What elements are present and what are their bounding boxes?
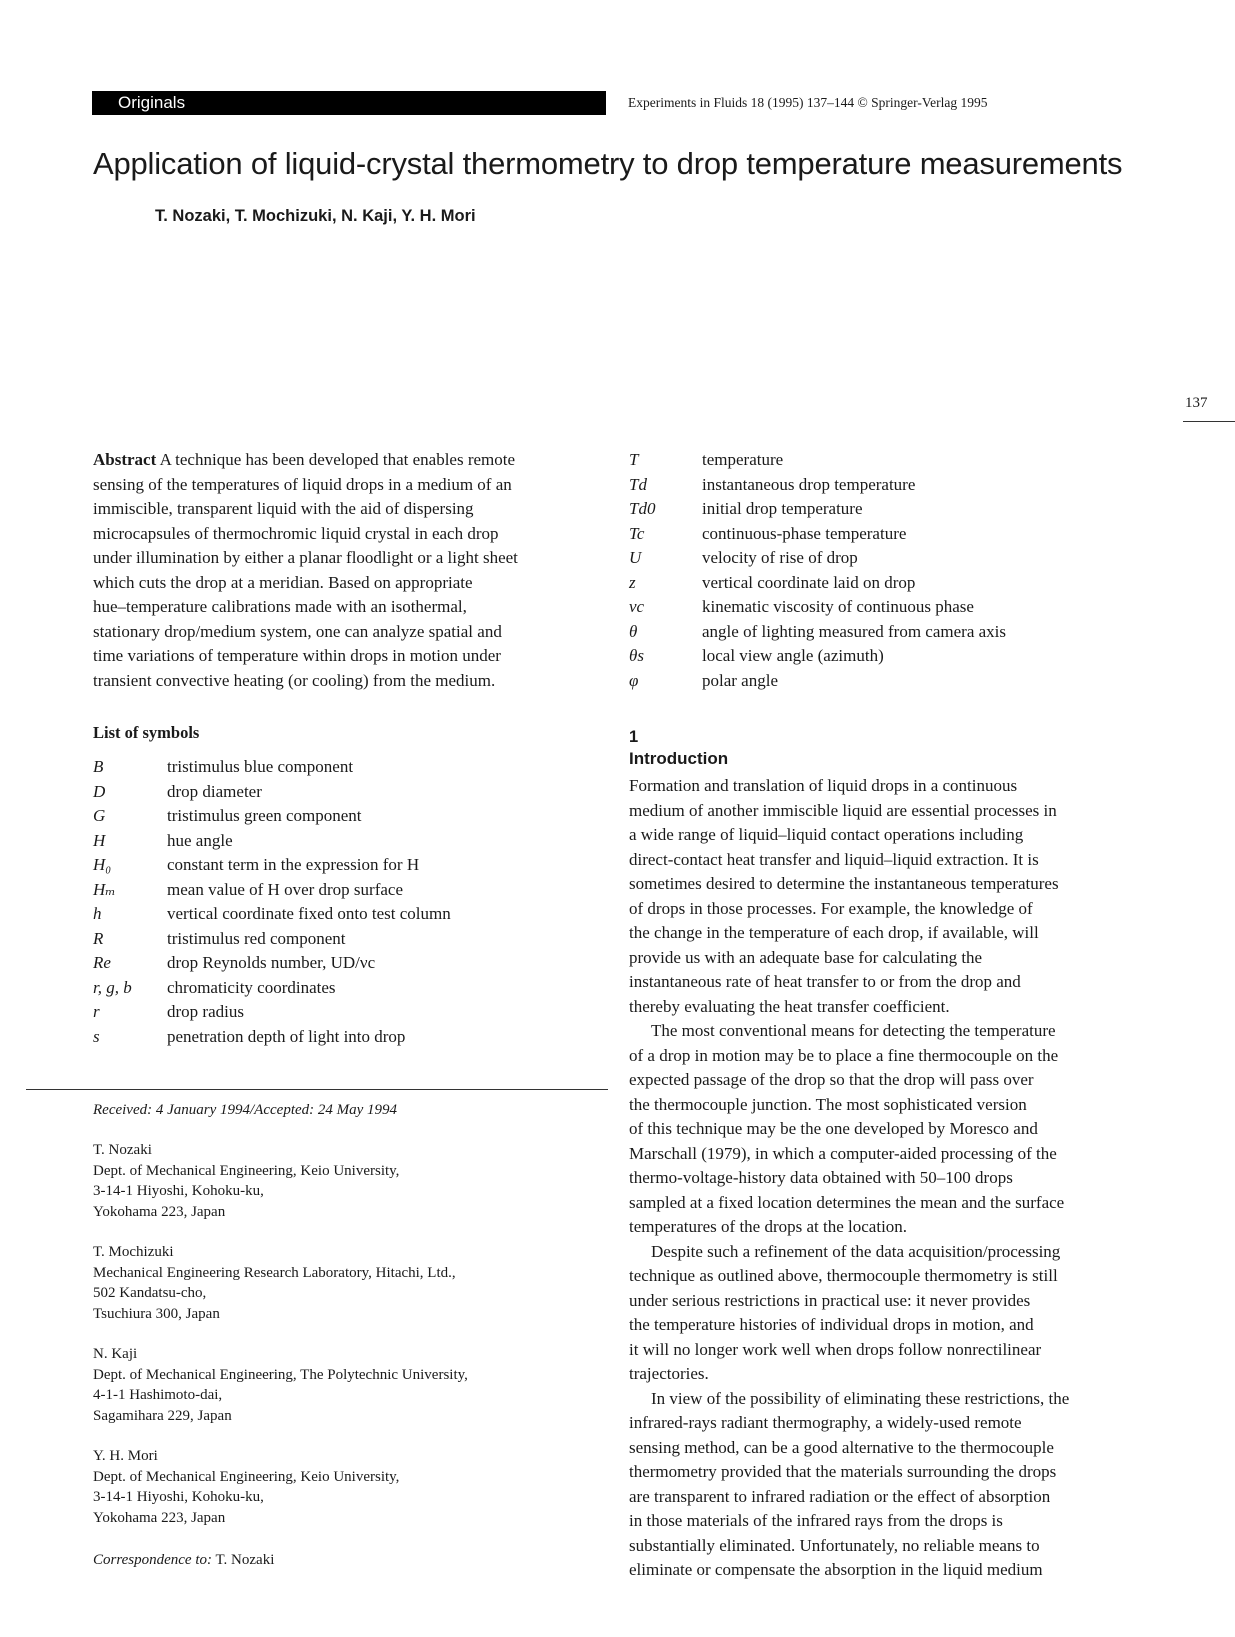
symbol-row — [629, 620, 1144, 645]
affiliation-name: N. Kaji — [93, 1346, 138, 1362]
abstract-text: A technique has been developed that enables remote — [156, 450, 516, 469]
symbol-description: drop radius — [167, 1002, 244, 1021]
symbol-row — [93, 951, 608, 976]
abstract-line: which cuts the drop at a meridian. Based on appropriate — [93, 572, 473, 592]
section-label: Originals — [92, 91, 606, 115]
symbol-row — [93, 804, 608, 829]
body-text-line: under serious restrictions in practical use: it never provides — [629, 1290, 1031, 1310]
body-text-line: direct-contact heat transfer and liquid–liquid extraction. It is — [629, 849, 1039, 869]
symbol-description: initial drop temperature — [702, 499, 863, 518]
symbol: H₀ — [93, 855, 112, 874]
symbol-description: vertical coordinate laid on drop — [702, 572, 916, 592]
abstract-line: microcapsules of thermochromic liquid crystal in each drop — [93, 523, 499, 543]
affiliation-address-line: Dept. of Mechanical Engineering, Keio University, — [93, 1468, 400, 1485]
symbol: Td0 — [629, 499, 656, 518]
received-dates: Received: 4 January 1994/Accepted: 24 May 1994 — [93, 1102, 398, 1118]
abstract-line — [93, 448, 608, 473]
symbol-description: chromaticity coordinates — [167, 977, 336, 997]
symbol: Re — [93, 953, 111, 972]
body-text-line: sensing method, can be a good alternative to the thermocouple — [629, 1437, 1054, 1457]
symbol: D — [93, 781, 106, 801]
affiliation-address-line: Sagamihara 229, Japan — [93, 1407, 232, 1424]
symbol-row — [629, 595, 1144, 620]
abstract-line: stationary drop/medium system, one can analyze spatial and — [93, 621, 502, 641]
article-title: Application of liquid-crystal thermometry to drop temperature measurements — [93, 146, 1123, 181]
body-text-line: the thermocouple junction. The most sophisticated version — [629, 1094, 1027, 1114]
introduction-body — [629, 774, 1144, 1583]
symbol: νc — [629, 597, 645, 616]
symbol-description: mean value of H over drop surface — [167, 879, 404, 899]
body-text-line: trajectories. — [629, 1364, 709, 1383]
journal-reference: Experiments in Fluids 18 (1995) 137–144 © Springer-Verlag 1995 — [628, 95, 988, 110]
body-text-line: the temperature histories of individual drops in motion, and — [629, 1315, 1034, 1334]
symbol: B — [93, 757, 104, 776]
affiliation-name: T. Mochizuki — [93, 1244, 174, 1260]
body-text-line: technique as outlined above, thermocouple thermometry is still — [629, 1266, 1058, 1285]
symbol-row — [93, 927, 608, 952]
symbol-description: continuous-phase temperature — [702, 523, 907, 543]
symbol: φ — [629, 670, 639, 690]
symbol-row — [629, 571, 1144, 596]
symbol-description: instantaneous drop temperature — [702, 474, 916, 494]
abstract-line: under illumination by either a planar floodlight or a light sheet — [93, 548, 518, 567]
introduction-section — [629, 726, 1144, 1583]
symbol-description: vertical coordinate fixed onto test column — [167, 904, 451, 923]
body-text-line: The most conventional means for detecting the temperature — [651, 1021, 1056, 1040]
symbol-row — [93, 976, 608, 1001]
page-number: 137 — [1185, 395, 1208, 411]
section-number: 1 — [629, 728, 639, 746]
affiliation-name: Y. H. Mori — [93, 1448, 158, 1464]
abstract-line: sensing of the temperatures of liquid drops in a medium of an — [93, 474, 512, 494]
affiliation — [93, 1140, 608, 1222]
affiliation-address-line: Yokohama 223, Japan — [93, 1203, 226, 1220]
body-text-line: the change in the temperature of each drop, if available, will — [629, 923, 1039, 942]
symbol-description: angle of lighting measured from camera axis — [702, 621, 1006, 641]
affiliation-address-line: 3-14-1 Hiyoshi, Kohoku-ku, — [93, 1489, 264, 1505]
body-text-line: Despite such a refinement of the data acquisition/processing — [651, 1241, 1061, 1261]
symbol-description: drop Reynolds number, UD/νc — [167, 953, 376, 972]
symbol-description: temperature — [702, 450, 784, 469]
symbol-description: polar angle — [702, 670, 778, 690]
symbol-row — [93, 902, 608, 927]
symbol-row — [629, 644, 1144, 669]
section-title: Introduction — [629, 749, 729, 768]
body-text-line: sometimes desired to determine the instantaneous temperatures — [629, 874, 1059, 893]
affiliation — [93, 1242, 608, 1324]
correspondence — [93, 1550, 608, 1570]
symbol-description: drop diameter — [167, 781, 262, 801]
affiliation-address-line: Tsuchiura 300, Japan — [93, 1305, 220, 1322]
symbol-description: velocity of rise of drop — [702, 548, 858, 567]
symbol-row — [93, 829, 608, 854]
symbol-description: hue angle — [167, 830, 233, 850]
body-text-line: sampled at a fixed location determines the mean and the surface — [629, 1192, 1065, 1212]
affiliation-address-line: 3-14-1 Hiyoshi, Kohoku-ku, — [93, 1183, 264, 1199]
right-column — [629, 448, 1144, 1583]
symbol: U — [629, 548, 642, 567]
symbol-list-right — [629, 448, 1144, 693]
body-text-line: eliminate or compensate the absorption in the liquid medium — [629, 1560, 1043, 1579]
symbol-row — [93, 780, 608, 805]
left-column — [93, 448, 608, 1570]
symbol-row — [93, 1000, 608, 1025]
affiliation-name: T. Nozaki — [93, 1142, 152, 1158]
affiliation-address-line: Mechanical Engineering Research Laboratory, Hitachi, Ltd., — [93, 1264, 456, 1281]
symbol-row — [629, 497, 1144, 522]
body-text-line: Formation and translation of liquid drops in a continuous — [629, 776, 1018, 795]
symbols-heading: List of symbols — [93, 723, 200, 742]
symbol-description: tristimulus blue component — [167, 757, 354, 776]
body-text-line: temperatures of the drops at the location. — [629, 1217, 908, 1236]
body-text-line: it will no longer work well when drops follow nonrectilinear — [629, 1339, 1042, 1359]
abstract-line: transient convective heating (or cooling) from the medium. — [93, 670, 496, 690]
symbol: G — [93, 806, 106, 825]
body-text-line: infrared-rays radiant thermography, a widely-used remote — [629, 1413, 1022, 1432]
author-list: T. Nozaki, T. Mochizuki, N. Kaji, Y. H. Mori — [155, 207, 476, 225]
body-text-line: of this technique may be the one developed by Moresco and — [629, 1119, 1038, 1138]
symbol-description: penetration depth of light into drop — [167, 1026, 406, 1046]
symbol: Td — [629, 474, 647, 494]
affiliation-address-line: 4-1-1 Hashimoto-dai, — [93, 1387, 223, 1403]
body-text-line: are transparent to infrared radiation or the effect of absorption — [629, 1486, 1051, 1506]
symbol: z — [629, 572, 636, 592]
affiliations — [93, 1140, 608, 1528]
symbol-row — [629, 473, 1144, 498]
symbol: H — [93, 830, 106, 850]
affiliation-address-line: Dept. of Mechanical Engineering, Keio University, — [93, 1162, 400, 1179]
abstract-label: Abstract — [93, 450, 157, 469]
body-text-line: of a drop in motion may be to place a fine thermocouple on the — [629, 1045, 1059, 1065]
abstract-line: time variations of temperature within drops in motion under — [93, 646, 501, 665]
symbol: R — [93, 928, 104, 948]
page-number-rule — [1183, 421, 1235, 422]
symbol: θ — [629, 621, 638, 641]
abstract-line: hue–temperature calibrations made with an isothermal, — [93, 597, 467, 616]
symbol: Hₘ — [93, 879, 116, 899]
symbol-description: local view angle (azimuth) — [702, 646, 884, 665]
symbol-row — [93, 1025, 608, 1050]
symbol-row — [93, 853, 608, 878]
symbol-row — [93, 878, 608, 903]
body-text-line: medium of another immiscible liquid are essential processes in — [629, 800, 1057, 820]
symbol-row — [629, 448, 1144, 473]
body-text-line: In view of the possibility of eliminating these restrictions, the — [651, 1388, 1070, 1408]
body-text-line: in those materials of the infrared rays from the drops is — [629, 1511, 1003, 1530]
symbol: r — [93, 1002, 100, 1021]
symbol-description: tristimulus red component — [167, 928, 346, 948]
symbol: T — [629, 450, 639, 469]
symbol-row — [93, 755, 608, 780]
correspondence-name: T. Nozaki — [212, 1552, 275, 1568]
abstract — [93, 448, 608, 693]
symbol-row — [629, 546, 1144, 571]
affiliation-address-line: 502 Kandatsu-cho, — [93, 1285, 207, 1301]
affiliation — [93, 1344, 608, 1426]
body-text-line: thermo-voltage-history data obtained with 50–100 drops — [629, 1168, 1013, 1187]
body-text-line: substantially eliminated. Unfortunately, no reliable means to — [629, 1535, 1040, 1555]
body-text-line: of drops in those processes. For example, the knowledge of — [629, 898, 1033, 918]
body-text-line: instantaneous rate of heat transfer to or from the drop and — [629, 972, 1021, 991]
symbol-list-left — [93, 755, 608, 1049]
body-text-line: Marschall (1979), in which a computer-aided processing of the — [629, 1143, 1057, 1163]
symbol-description: tristimulus green component — [167, 806, 362, 825]
body-text-line: thermometry provided that the materials surrounding the drops — [629, 1462, 1057, 1481]
symbol: s — [93, 1026, 100, 1046]
affiliation-address-line: Yokohama 223, Japan — [93, 1509, 226, 1526]
affiliation-address-line: Dept. of Mechanical Engineering, The Polytechnic University, — [93, 1366, 468, 1383]
footnote-divider — [26, 1089, 608, 1090]
symbol: r, g, b — [93, 977, 132, 997]
abstract-line: immiscible, transparent liquid with the aid of dispersing — [93, 499, 474, 518]
body-text-line: a wide range of liquid–liquid contact operations including — [629, 825, 1024, 844]
symbol: h — [93, 904, 102, 923]
affiliation — [93, 1446, 608, 1528]
symbol: Tc — [629, 523, 645, 543]
symbol-description: constant term in the expression for H — [167, 855, 420, 874]
correspondence-label: Correspondence to: — [93, 1552, 213, 1568]
symbol-row — [629, 669, 1144, 694]
body-text-line: provide us with an adequate base for calculating the — [629, 947, 983, 967]
symbol: θs — [629, 646, 644, 665]
symbol-description: kinematic viscosity of continuous phase — [702, 597, 974, 616]
body-text-line: expected passage of the drop so that the drop will pass over — [629, 1070, 1034, 1089]
symbol-row — [629, 522, 1144, 547]
body-text-line: thereby evaluating the heat transfer coefficient. — [629, 996, 950, 1016]
